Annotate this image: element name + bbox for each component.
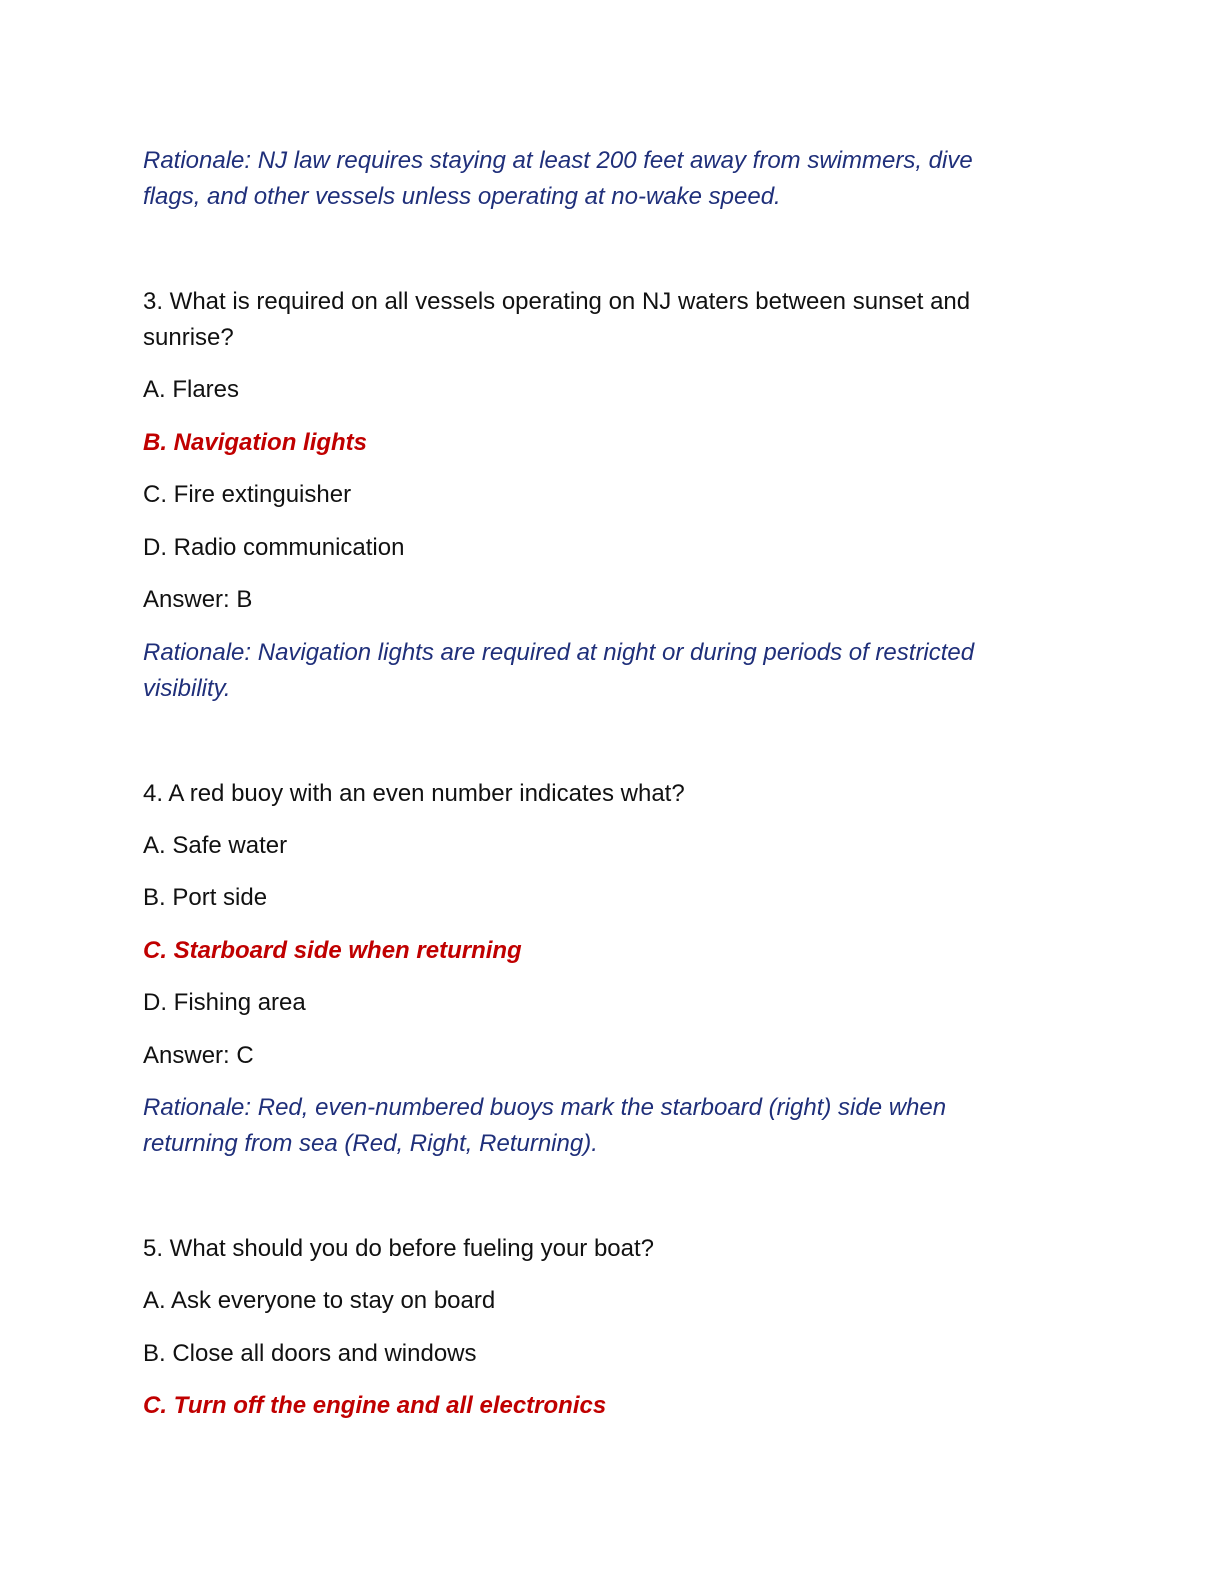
q4-option-a: A. Safe water [143,832,288,859]
q5-option-c-correct: C. Turn off the engine and all electronics [143,1392,607,1419]
q3-option-a: A. Flares [143,376,240,403]
q3-question-line-1: 3. What is required on all vessels operating on NJ waters between sunset and [143,288,971,315]
q4-option-d: D. Fishing area [143,989,306,1016]
q4-rationale-line-2: returning from sea (Red, Right, Returning). [143,1130,598,1157]
q5-option-a: A. Ask everyone to stay on board [143,1287,496,1314]
q3-option-b-correct: B. Navigation lights [143,429,368,456]
q3-answer: Answer: B [143,586,253,613]
q3-rationale-line-1: Rationale: Navigation lights are required at night or during periods of restricted [143,639,975,666]
q3-option-d: D. Radio communication [143,534,405,561]
q4-answer: Answer: C [143,1042,254,1069]
q4-option-c-correct: C. Starboard side when returning [143,937,522,964]
q3-option-c: C. Fire extinguisher [143,481,352,508]
q5-option-b: B. Close all doors and windows [143,1340,477,1367]
q4-option-b: B. Port side [143,884,268,911]
q3-rationale-line-2: visibility. [143,675,231,702]
q2-rationale-line-1: Rationale: NJ law requires staying at least 200 feet away from swimmers, dive [143,147,973,174]
q5-question: 5. What should you do before fueling your boat? [143,1235,655,1262]
q2-rationale-line-2: flags, and other vessels unless operating at no-wake speed. [143,183,781,210]
q4-rationale-line-1: Rationale: Red, even-numbered buoys mark the starboard (right) side when [143,1094,947,1121]
q3-question-line-2: sunrise? [143,324,234,351]
q4-question: 4. A red buoy with an even number indicates what? [143,780,685,807]
